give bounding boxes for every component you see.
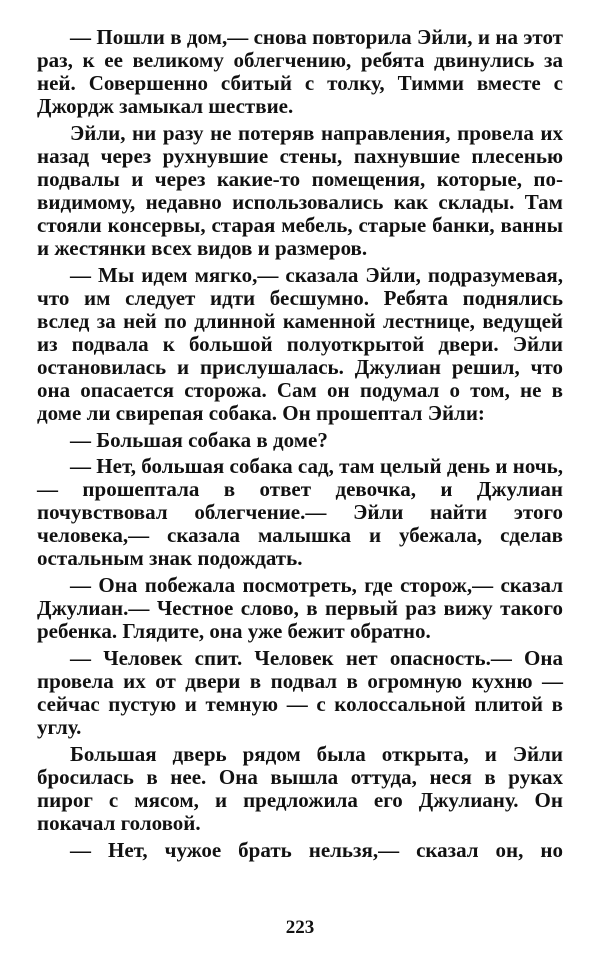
paragraph-1: — Пошли в дом,— снова повторила Эйли, и на этот раз, к ее великому облегчению, ребята двинулись за ней. Совершенно сбитый с толку, Тимми вместе с Джордж замыкал шествие. bbox=[37, 25, 563, 118]
paragraph-4: — Большая собака в доме? bbox=[70, 428, 328, 452]
paragraph-8: Большая дверь рядом была открыта, и Эйли бросилась в нее. Она вышла оттуда, неся в руках пирог с мясом, и предложила его Джулиану. Он покачал головой. bbox=[37, 742, 563, 835]
paragraph-2: Эйли, ни разу не потеряв направления, провела их назад через рухнувшие стены, пахнувшие плесенью подвалы и через какие-то помещения, которые, по-видимому, недавно использовались как склады. Там стояли консервы, старая мебель, старые банки, ванны и жестянки всех видов и размеров. bbox=[37, 121, 563, 260]
paragraph-7: — Человек спит. Человек нет опасность.— Она провела их от двери в подвал в огромную кухню — сейчас пустую и темную — с колоссальной плитой в углу. bbox=[37, 646, 563, 739]
paragraph-3: — Мы идем мягко,— сказала Эйли, подразумевая, что им следует идти бесшумно. Ребята поднялись вслед за ней по длинной каменной лестнице, ведущей из подвала к большой полуоткрытой двери. Эйли остановилась и прислушалась. Джулиан решил, что она опасается сторожа. Сам он подумал о том, не в доме ли свирепая собака. Он прошептал Эйли: bbox=[37, 263, 563, 425]
page-text-block bbox=[37, 26, 563, 866]
paragraph-5: — Нет, большая собака сад, там целый день и ночь,— прошептала в ответ девочка, и Джулиан почувствовал облегчение.— Эйли найти этого человека,— сказала малышка и убежала, сделав остальным знак подождать. bbox=[37, 454, 563, 570]
page-number: 223 bbox=[285, 917, 315, 938]
paragraph-6: — Она побежала посмотреть, где сторож,— сказал Джулиан.— Честное слово, в первый раз вижу такого ребенка. Глядите, она уже бежит обратно. bbox=[37, 573, 563, 643]
paragraph-9: — Нет, чужое брать нельзя,— сказал он, но bbox=[70, 838, 563, 862]
